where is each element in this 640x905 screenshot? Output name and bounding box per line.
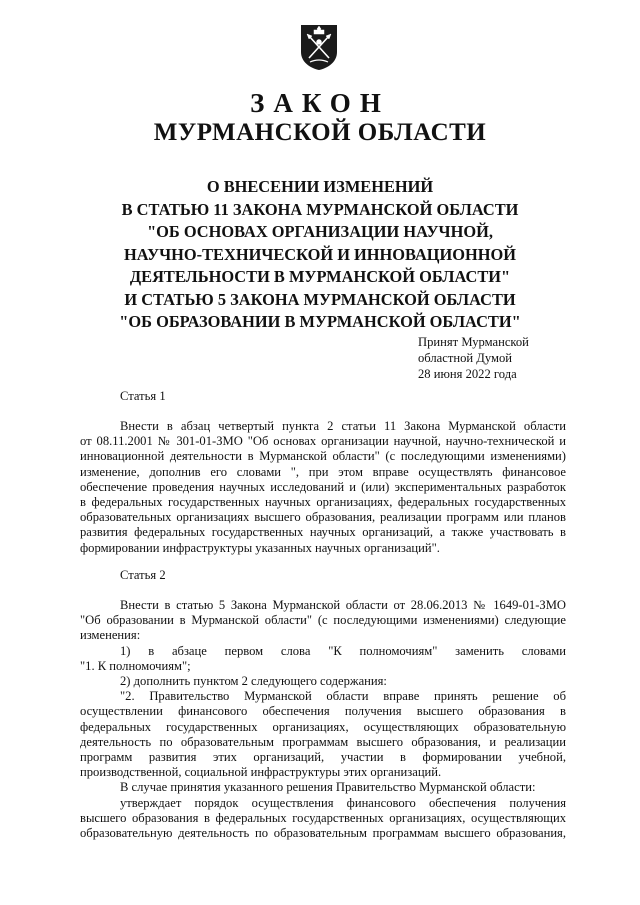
article-2-heading: Статья 2 bbox=[120, 568, 166, 582]
law-word: ЗАКОН bbox=[250, 88, 390, 118]
adoption-line: Принят Мурманской bbox=[418, 335, 529, 349]
adoption-note bbox=[418, 334, 578, 382]
text-line: В случае принятия указанного решения Правительство Мурманской области: bbox=[120, 780, 536, 795]
coat-of-arms-icon bbox=[297, 22, 341, 72]
text-line: инновационной деятельности в Мурманской области" (с последующими изменениями) bbox=[80, 449, 566, 464]
text-line: Внести в абзац четвертый пункта 2 статьи 11 Закона Мурманской области bbox=[120, 419, 566, 433]
adoption-date: 28 июня 2022 года bbox=[418, 367, 517, 381]
law-title bbox=[0, 176, 640, 334]
title-line: НАУЧНО-ТЕХНИЧЕСКОЙ И ИННОВАЦИОННОЙ bbox=[123, 244, 517, 264]
text-line: в федеральных государственных научных организациях, федеральных государственных bbox=[80, 495, 566, 510]
title-line: И СТАТЬЮ 5 ЗАКОНА МУРМАНСКОЙ ОБЛАСТИ bbox=[124, 289, 516, 309]
title-line: В СТАТЬЮ 11 ЗАКОНА МУРМАНСКОЙ ОБЛАСТИ bbox=[121, 199, 519, 219]
text-line: 2) дополнить пунктом 2 следующего содержания: bbox=[120, 674, 387, 689]
text-line: "Об образовании в Мурманской области" (с последующими изменениями) следующие bbox=[80, 613, 566, 628]
title-line: О ВНЕСЕНИИ ИЗМЕНЕНИЙ bbox=[206, 177, 434, 196]
text-line: деятельность по образовательным программам высшего образования, и реализации bbox=[80, 734, 566, 749]
text-line: высшего образования в федеральных государственных организациях, осуществляющих bbox=[80, 810, 566, 825]
article-1-text bbox=[80, 419, 566, 556]
text-line: программ развития этих организаций, участии в формировании учебной, bbox=[80, 750, 566, 765]
article-1-heading: Статья 1 bbox=[120, 389, 166, 403]
text-line: осуществлении финансового обеспечения получения высшего образования в bbox=[80, 704, 566, 719]
text-line: "2. Правительство Мурманской области вправе принять решение об bbox=[120, 689, 566, 704]
text-line: "1. К полномочиям"; bbox=[80, 658, 191, 673]
text-line: от 08.11.2001 № 301-01-ЗМО "Об основах организации научной, научно-технической и bbox=[80, 434, 566, 449]
text-line: утверждает порядок осуществления финансового обеспечения получения bbox=[120, 795, 566, 810]
text-line: образовательную деятельность по образовательным программам высшего образования, bbox=[80, 826, 566, 841]
article-2-text bbox=[80, 598, 566, 841]
title-line: "ОБ ОБРАЗОВАНИИ В МУРМАНСКОЙ ОБЛАСТИ" bbox=[119, 312, 521, 331]
law-region: МУРМАНСКОЙ ОБЛАСТИ bbox=[153, 119, 487, 146]
text-line: производственной, социальной инфраструктуры этих организаций. bbox=[80, 765, 442, 780]
title-line: ДЕЯТЕЛЬНОСТИ В МУРМАНСКОЙ ОБЛАСТИ" bbox=[129, 267, 511, 286]
text-line: образовательных организациях высшего образования, реализации программ или планов bbox=[80, 510, 566, 525]
title-line: "ОБ ОСНОВАХ ОРГАНИЗАЦИИ НАУЧНОЙ, bbox=[147, 222, 493, 241]
adoption-line: областной Думой bbox=[418, 351, 513, 365]
text-line: изменения: bbox=[80, 628, 141, 643]
text-line: Внести в статью 5 Закона Мурманской области от 28.06.2013 № 1649-01-ЗМО bbox=[120, 598, 566, 612]
text-line: изменение, дополнив его словами ", при этом вправе осуществлять финансовое bbox=[80, 464, 566, 479]
text-line: развития федеральных государственных научных организаций, а также участвовать в bbox=[80, 525, 566, 540]
text-line: обеспечение проведения научных исследований и (или) экспериментальных разработок bbox=[80, 479, 566, 494]
text-line: 1) в абзаце первом слова "К полномочиям" заменить словами bbox=[120, 643, 566, 658]
text-line: федеральных государственных организациях, осуществляющих образовательную bbox=[80, 719, 566, 734]
text-line: формировании инфраструктуры указанных научных организаций". bbox=[80, 540, 440, 555]
